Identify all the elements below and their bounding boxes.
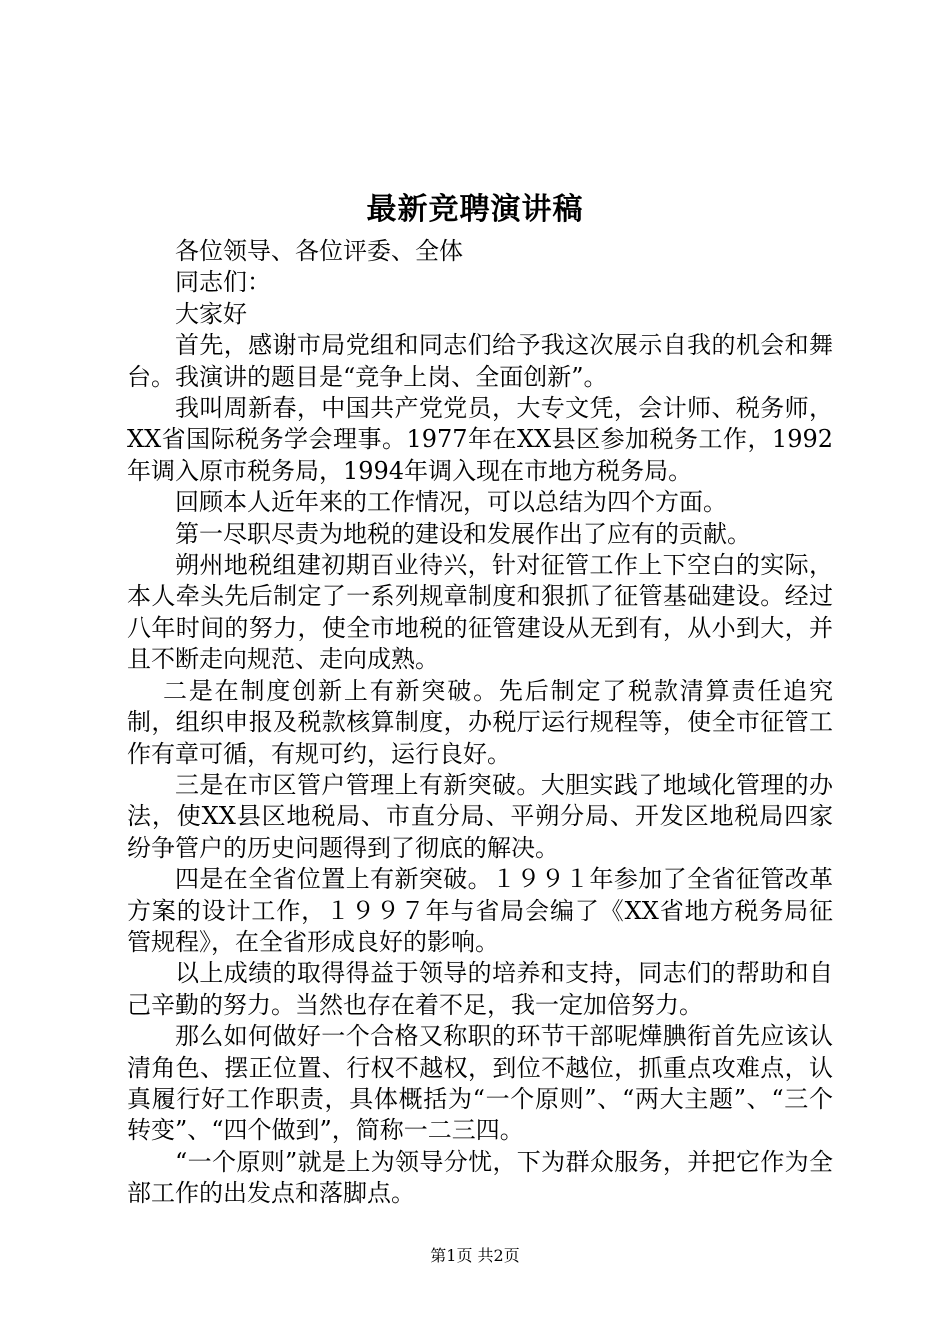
document-title: 最新竞聘演讲稿 [366, 192, 584, 227]
document-body [127, 236, 833, 1210]
paragraph-point-one-heading: 第一尽职尽责为地税的建设和发展作出了应有的贡献。 [175, 519, 751, 548]
paragraph-greeting-1: 各位领导、各位评委、全体 [175, 237, 463, 265]
paragraph-achievements: 以上成绩的取得得益于领导的培养和支持，同志们的帮助和自己辛勤的努力。当然也存在着不足，我一定加倍努力。 [127, 959, 833, 1019]
paragraph-point-four: 四是在全省位置上有新突破。１９９１年参加了全省征管改革方案的设计工作，１９９７年与省局会编了《XX省地方税务局征管规程》，在全省形成良好的影响。 [127, 865, 833, 956]
paragraph-point-two: 二是在制度创新上有新突破。先后制定了税款清算责任追究制，组织申报及税款核算制度，办税厅运行规程等，使全市征管工作有章可循，有规可约，运行良好。 [127, 676, 833, 768]
paragraph-greeting-2: 同志们： [175, 268, 271, 297]
paragraph-greeting-3: 大家好 [175, 299, 247, 328]
paragraph-review: 回顾本人近年来的工作情况，可以总结为四个方面。 [175, 488, 727, 517]
paragraph-intro: 首先，感谢市局党组和同志们给予我这次展示自我的机会和舞台。我演讲的题目是“竞争上岗、全面创新”。 [127, 331, 833, 391]
paragraph-self-introduction: 我叫周新春，中国共产党党员，大专文凭，会计师、税务师，XX省国际税务学会理事。1977年在XX县区参加税务工作，1992年调入原市税务局，1994年调入现在市地方税务局。 [127, 394, 833, 485]
paragraph-role-plan: 那么如何做好一个合格又称职的环节干部呢燁腆衔首先应该认清角色、摆正位置、行权不越权，到位不越位，抓重点攻难点，认真履行好工作职责，具体概括为“一个原则”、“两大主题”、“三个转变”、“四个做到”，简称一二三四。 [127, 1022, 833, 1145]
paragraph-point-three: 三是在市区管户管理上有新突破。大胆实践了地域化管理的办法，使XX县区地税局、市直分局、平朔分局、开发区地税局四家纷争管户的历史问题得到了彻底的解决。 [127, 770, 833, 862]
paragraph-point-one-detail: 朔州地税组建初期百业待兴，针对征管工作上下空白的实际，本人牵头先后制定了一系列规章制度和狠抓了征管基础建设。经过八年时间的努力，使全市地税的征管建设从无到有，从小到大，并且不断走向规范、走向成熟。 [127, 551, 833, 674]
page-footer: 第1页 共2页 [430, 1246, 520, 1265]
paragraph-one-principle: “一个原则”就是上为领导分忧，下为群众服务，并把它作为全部工作的出发点和落脚点。 [127, 1147, 833, 1208]
